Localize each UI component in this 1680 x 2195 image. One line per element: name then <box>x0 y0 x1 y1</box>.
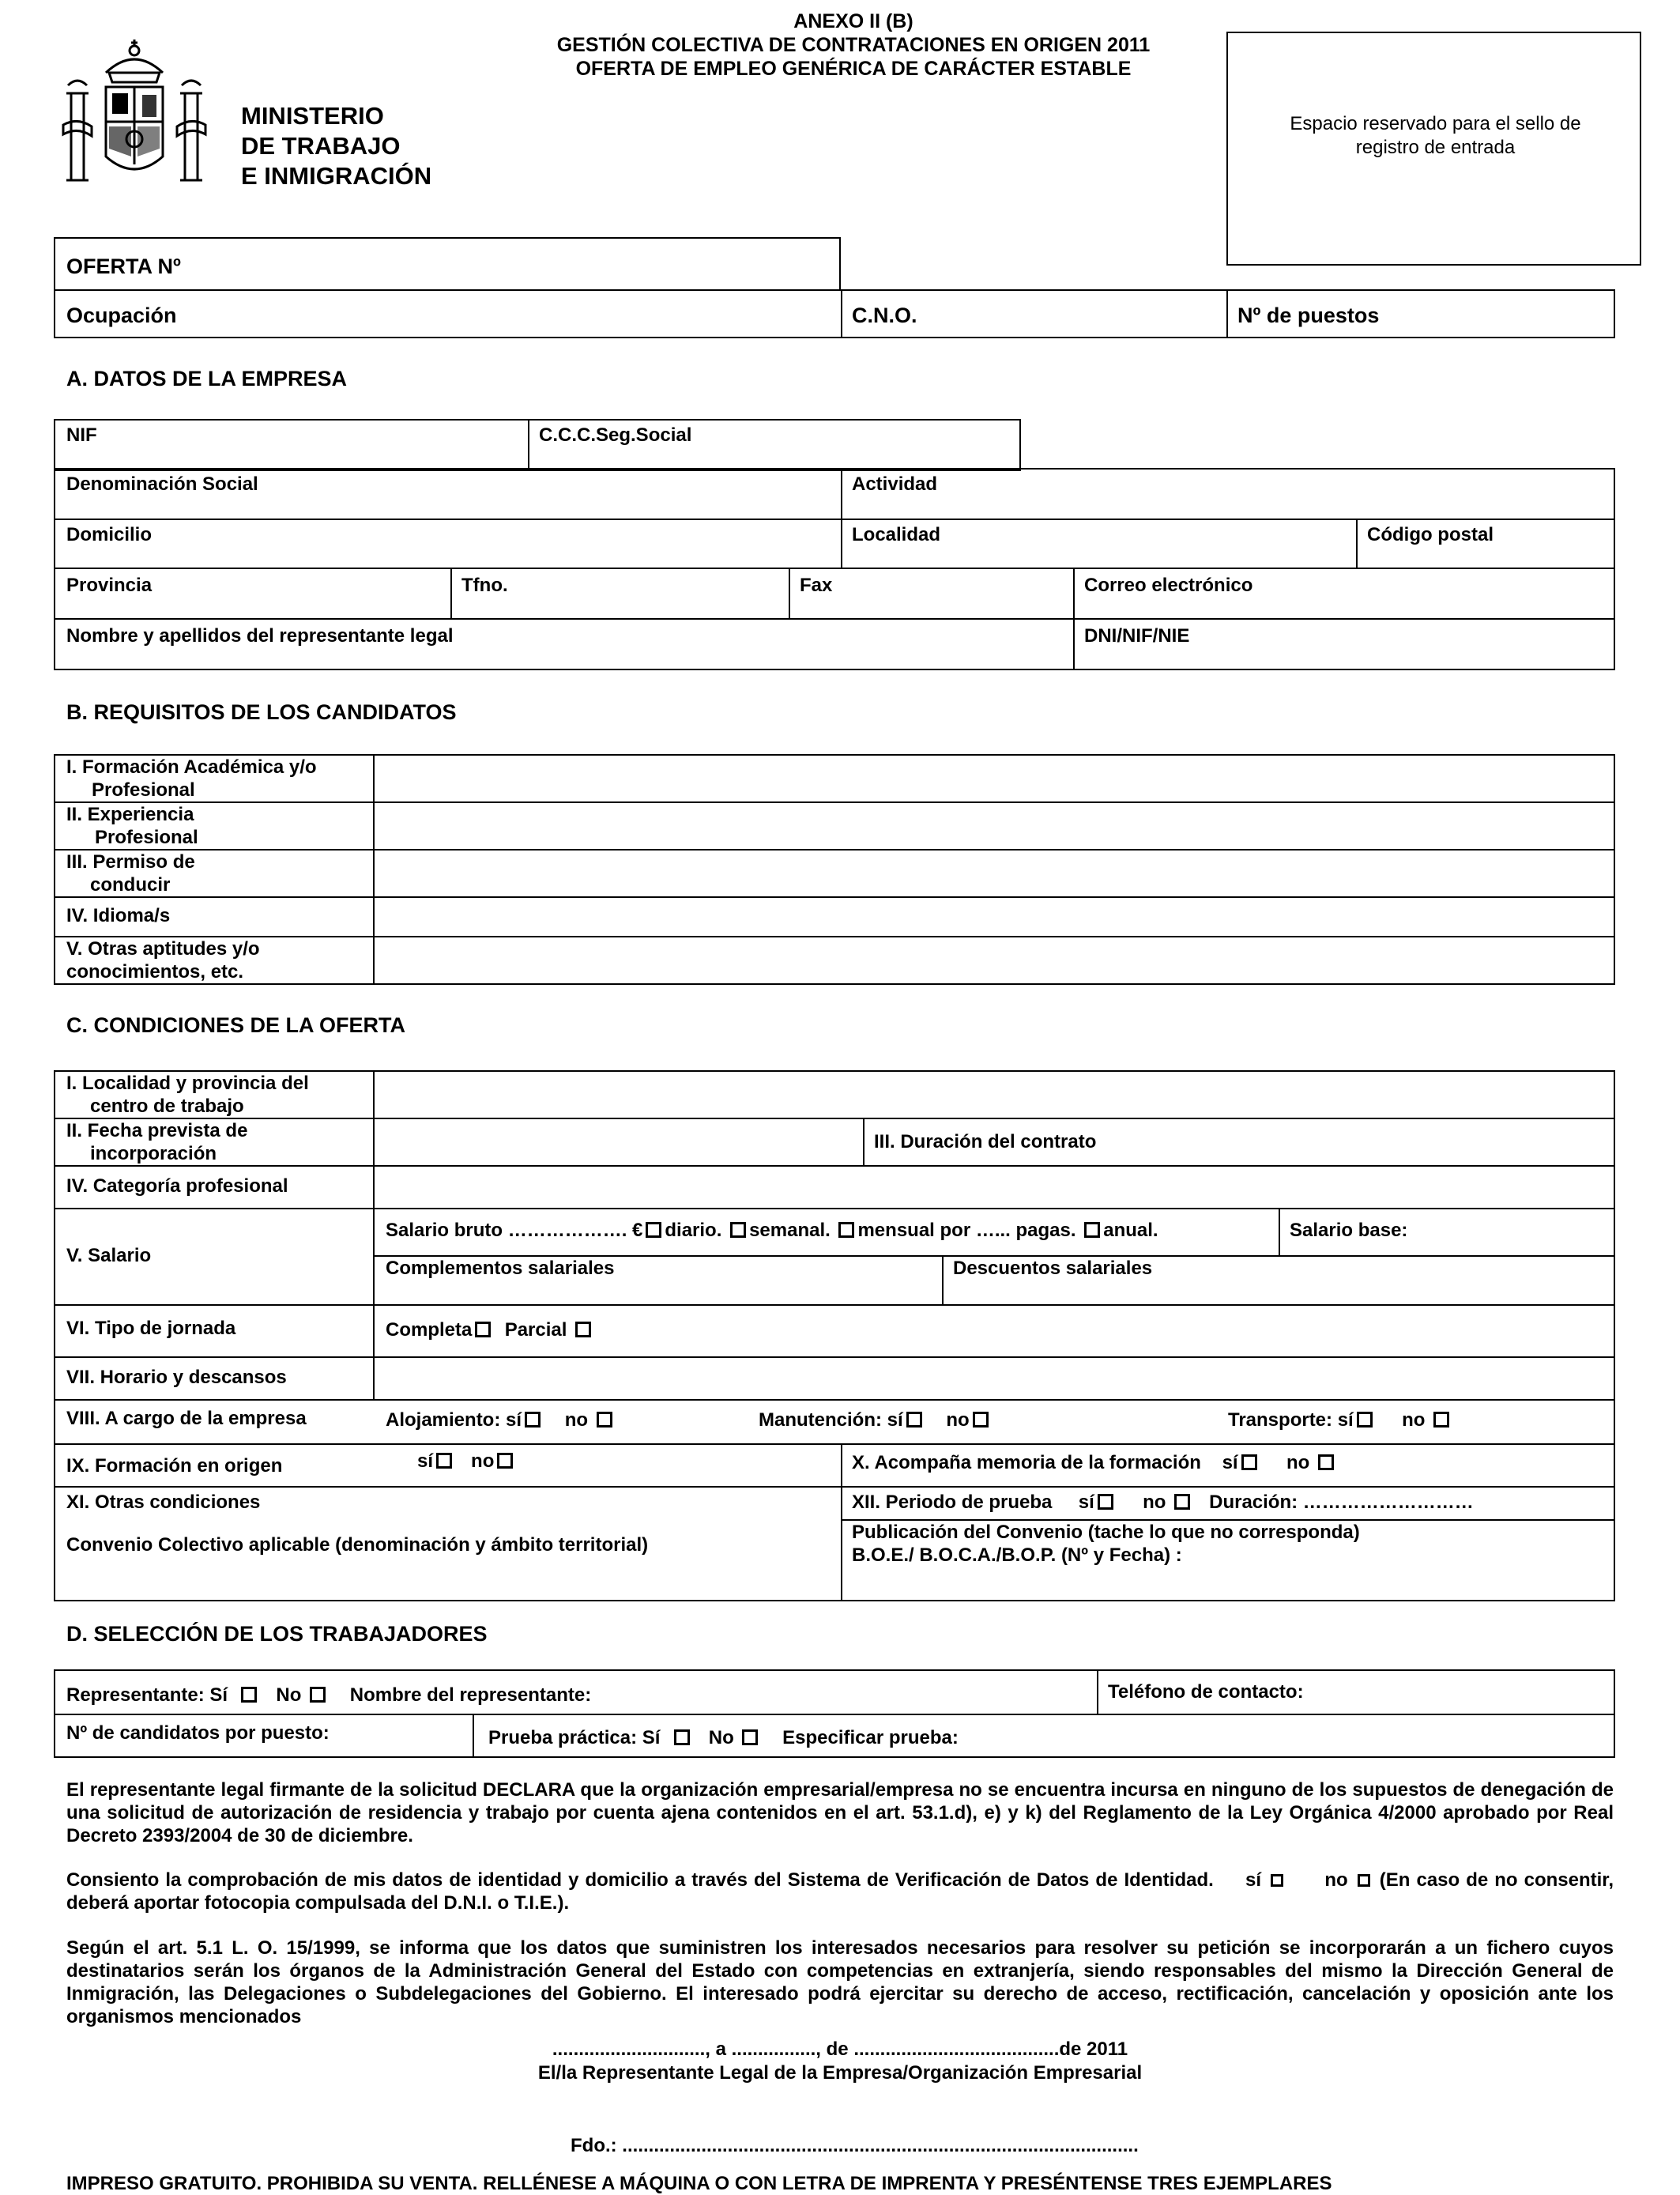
memoria-no-checkbox[interactable] <box>1318 1454 1334 1470</box>
fax-label: Fax <box>800 575 833 596</box>
prueba-practica-options: Prueba práctica: Sí No Especificar prueba: <box>488 1727 959 1748</box>
cond-localidad-label: I. Localidad y provincia del centro de trabajo <box>66 1073 309 1117</box>
header-line-3: OFERTA DE EMPLEO GENÉRICA DE CARÁCTER ESTABLE <box>575 58 1132 80</box>
transporte-no-checkbox[interactable] <box>1433 1412 1449 1428</box>
ccc-label: C.C.C.Seg.Social <box>539 424 692 446</box>
salario-bruto-line: Salario bruto ………………. € diario. semanal. mensual por …... pagas. anual. <box>386 1220 1158 1241</box>
signature-line[interactable]: Fdo.: .................................................................................................. <box>571 2135 1139 2156</box>
mensual-checkbox[interactable] <box>838 1222 854 1238</box>
representante-options: Representante: Sí No Nombre del representante: <box>66 1684 592 1706</box>
coat-of-arms-logo <box>57 38 212 196</box>
cond-salario-label: V. Salario <box>66 1245 152 1266</box>
ministry-line-2: DE TRABAJO <box>241 132 401 160</box>
localidad-label: Localidad <box>852 524 941 545</box>
cond-duracion-label: III. Duración del contrato <box>874 1131 1097 1152</box>
req-formacion-field[interactable] <box>375 756 1615 801</box>
descuentos-label: Descuentos salariales <box>953 1258 1153 1279</box>
declaration-paragraph: El representante legal firmante de la solicitud DECLARA que la organización empresarial/empresa no se encuentra incursa en ninguno de los supuestos de denegación de una solicitud de autorización de residencia y trabajo por cuenta ajena contenidos en el art. 53.1.d), e) y k) del Reglamento de la Ley Orgánica 4/2000 aprobado por Real Decreto 2393/2004 de 30 de diciembre. <box>66 1779 1614 1846</box>
section-a-title: A. DATOS DE LA EMPRESA <box>66 367 348 390</box>
manutencion-no-checkbox[interactable] <box>973 1412 989 1428</box>
cond-cargo-label: VIII. A cargo de la empresa <box>66 1408 307 1429</box>
stamp-box <box>1226 32 1641 266</box>
complementos-label: Complementos salariales <box>386 1258 615 1279</box>
ocupacion-label: Ocupación <box>66 304 177 327</box>
convenio-label: Convenio Colectivo aplicable (denominación y ámbito territorial) <box>66 1534 649 1556</box>
denominacion-label: Denominación Social <box>66 473 258 495</box>
prueba-no-checkbox[interactable] <box>1174 1494 1190 1510</box>
req-permiso-field[interactable] <box>375 850 1615 896</box>
nif-label: NIF <box>66 424 97 446</box>
annex-title: ANEXO II (B) <box>793 10 913 32</box>
ministry-line-3: E INMIGRACIÓN <box>241 162 432 190</box>
alojamiento-no-checkbox[interactable] <box>597 1412 612 1428</box>
memoria-si-checkbox[interactable] <box>1241 1454 1257 1470</box>
prueba-options: XII. Periodo de prueba sí no Duración: ……………………… <box>852 1492 1474 1513</box>
alojamiento-si-checkbox[interactable] <box>525 1412 541 1428</box>
actividad-label: Actividad <box>852 473 938 495</box>
conditions-table <box>54 1070 1615 1601</box>
oferta-field[interactable] <box>54 237 841 291</box>
jornada-options: Completa Parcial <box>386 1318 594 1341</box>
parcial-checkbox[interactable] <box>575 1322 591 1337</box>
cond-formacion-label: IX. Formación en origen <box>66 1455 283 1477</box>
privacy-paragraph: Según el art. 5.1 L. O. 15/1999, se informa que los datos que suministren los interesados necesarios para resolver su petición se incorporarán a un fichero cuyos destinatarios serán los órganos de la Administración General del Estado con competencias en extranjería, siendo responsables del mismo la Dirección General de Inmigración, las Delegaciones o Subdelegaciones del Gobierno. El interesado podrá ejercitar su derecho de acceso, rectificación, cancelación y oposición ante los organismos mencionados <box>66 1937 1614 2027</box>
req-experiencia-label: II. Experiencia Profesional <box>66 804 198 848</box>
representante-no-checkbox[interactable] <box>310 1687 326 1703</box>
selection-table <box>54 1669 1615 1758</box>
req-otras-label: V. Otras aptitudes y/o conocimientos, etc. <box>66 938 260 982</box>
consent-si-checkbox[interactable] <box>1271 1874 1283 1887</box>
telefono-label: Teléfono de contacto: <box>1108 1681 1304 1703</box>
signer-label: El/la Representante Legal de la Empresa/Organización Empresarial <box>537 2062 1143 2084</box>
formacion-si-checkbox[interactable] <box>436 1453 452 1469</box>
cp-label: Código postal <box>1367 524 1494 545</box>
stamp-text: Espacio reservado para el sello de registro de entrada <box>1290 113 1581 158</box>
semanal-checkbox[interactable] <box>730 1222 746 1238</box>
section-d-title: D. SELECCIÓN DE LOS TRABAJADORES <box>66 1622 488 1646</box>
cno-label: C.N.O. <box>852 304 917 327</box>
puestos-label: Nº de puestos <box>1237 304 1380 327</box>
header-line-2: GESTIÓN COLECTIVA DE CONTRATACIONES EN ORIGEN 2011 <box>556 34 1151 56</box>
manutencion-si-checkbox[interactable] <box>906 1412 922 1428</box>
cond-jornada-label: VI. Tipo de jornada <box>66 1318 236 1339</box>
domicilio-label: Domicilio <box>66 524 153 545</box>
correo-label: Correo electrónico <box>1084 575 1253 596</box>
req-idioma-label: IV. Idioma/s <box>66 905 171 926</box>
candidatos-label: Nº de candidatos por puesto: <box>66 1722 330 1744</box>
req-otras-field[interactable] <box>375 937 1615 985</box>
date-line[interactable]: ............................., a ................, de .......................................de 2011 <box>552 2038 1128 2060</box>
salario-base-label: Salario base: <box>1290 1220 1408 1241</box>
prueba-si-checkbox[interactable] <box>1098 1494 1113 1510</box>
transporte-options: Transporte: sí no <box>1228 1409 1452 1431</box>
cond-horario-label: VII. Horario y descansos <box>66 1367 287 1388</box>
provincia-label: Provincia <box>66 575 153 596</box>
manutencion-options: Manutención: sí no <box>759 1409 992 1431</box>
alojamiento-options: Alojamiento: sí no <box>386 1409 616 1431</box>
req-formacion-label: I. Formación Académica y/o Profesional <box>66 756 317 801</box>
ocupacion-row <box>54 289 1615 338</box>
representante-si-checkbox[interactable] <box>241 1687 257 1703</box>
cond-fecha-label: II. Fecha prevista de incorporación <box>66 1120 248 1164</box>
oferta-label: OFERTA Nº <box>66 255 181 278</box>
requirements-table <box>54 754 1615 985</box>
section-c-title: C. CONDICIONES DE LA OFERTA <box>66 1013 406 1037</box>
anual-checkbox[interactable] <box>1084 1222 1100 1238</box>
company-table <box>54 468 1615 670</box>
publicacion-label: Publicación del Convenio (tache lo que no corresponda) B.O.E./ B.O.C.A./B.O.P. (Nº y Fecha) : <box>852 1522 1360 1566</box>
req-experiencia-field[interactable] <box>375 803 1615 849</box>
consent-no-checkbox[interactable] <box>1358 1874 1370 1887</box>
prueba-practica-si-checkbox[interactable] <box>674 1729 690 1745</box>
section-b-title: B. REQUISITOS DE LOS CANDIDATOS <box>66 700 457 724</box>
dni-label: DNI/NIF/NIE <box>1084 625 1190 647</box>
memoria-options: X. Acompaña memoria de la formación sí no <box>852 1451 1337 1474</box>
formacion-options: sí no <box>417 1450 516 1473</box>
completa-checkbox[interactable] <box>475 1322 491 1337</box>
ministry-line-1: MINISTERIO <box>241 102 384 130</box>
prueba-practica-no-checkbox[interactable] <box>742 1729 758 1745</box>
diario-checkbox[interactable] <box>646 1222 661 1238</box>
nif-row <box>54 419 1021 471</box>
req-idioma-field[interactable] <box>375 898 1615 936</box>
consent-paragraph: Consiento la comprobación de mis datos de identidad y domicilio a través del Sistema de Verificación de Datos de Identidad. sí no (En caso de no consentir, deberá aportar fotocopia compulsada del D.N.I. o T.I.E.). <box>66 1869 1614 1914</box>
req-permiso-label: III. Permiso de conducir <box>66 851 195 896</box>
footer-notice: IMPRESO GRATUITO. PROHIBIDA SU VENTA. RELLÉNESE A MÁQUINA O CON LETRA DE IMPRENTA Y PRESÉNTENSE TRES EJEMPLARES <box>66 2173 1332 2194</box>
transporte-si-checkbox[interactable] <box>1357 1412 1373 1428</box>
formacion-no-checkbox[interactable] <box>497 1453 513 1469</box>
cond-categoria-label: IV. Categoría profesional <box>66 1175 288 1197</box>
tfno-label: Tfno. <box>461 575 508 596</box>
cond-otras-label: XI. Otras condiciones <box>66 1492 261 1513</box>
representante-label: Nombre y apellidos del representante legal <box>66 625 454 647</box>
